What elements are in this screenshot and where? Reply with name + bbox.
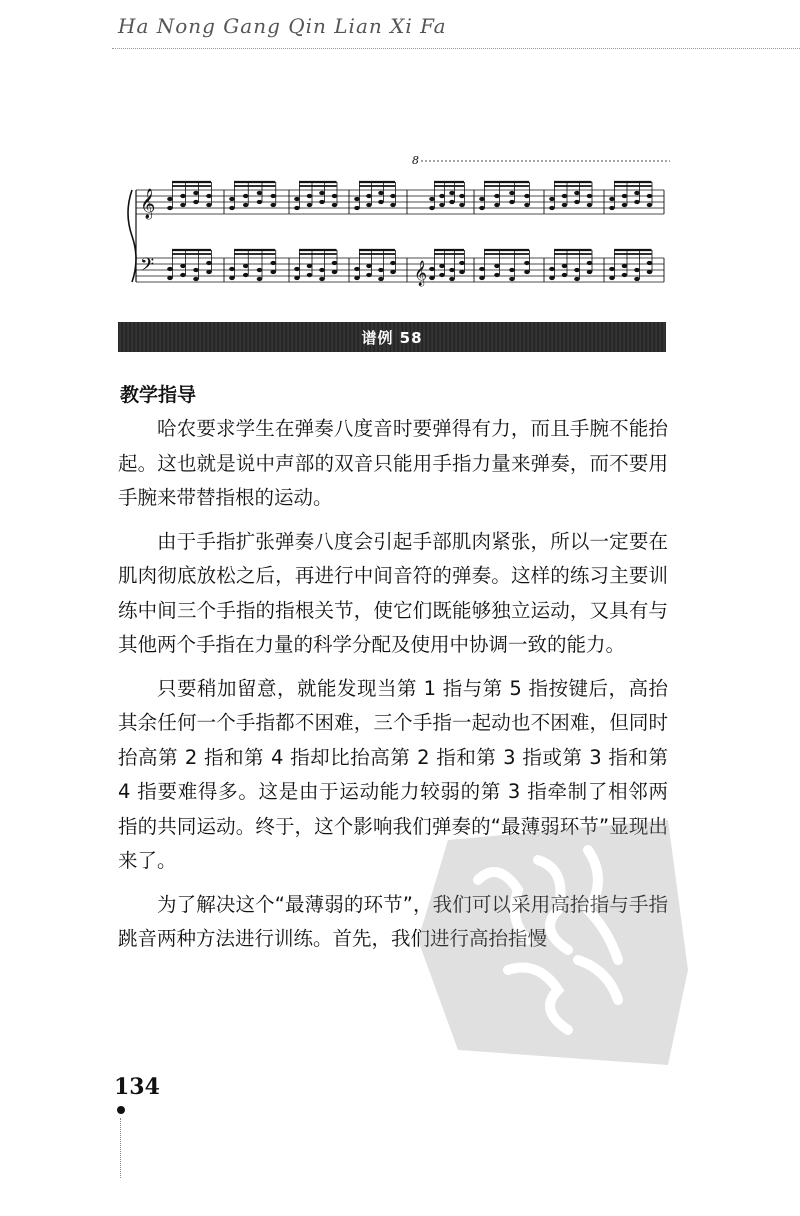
- note-head: [332, 261, 338, 265]
- note-head: [307, 273, 313, 277]
- note-head: [270, 203, 276, 207]
- note-head: [332, 194, 338, 198]
- note-head: [647, 194, 653, 198]
- note-head: [366, 203, 372, 207]
- note-head: [549, 206, 555, 210]
- note-head: [243, 264, 249, 268]
- note-head: [609, 276, 615, 280]
- note-head: [439, 273, 445, 277]
- note-head: [332, 270, 338, 274]
- note-head: [257, 277, 263, 281]
- note-head: [193, 191, 199, 195]
- note-head: [562, 273, 568, 277]
- note-head: [243, 194, 249, 198]
- note-head: [390, 270, 396, 274]
- note-head: [439, 264, 445, 268]
- paragraph: 只要稍加留意，就能发现当第 1 指与第 5 指按键后，高抬其余任何一个手指都不困难，三个手指一起动也不困难，但同时抬高第 2 指和第 4 指却比抬高第 2 指和第 3 指或第 3 指和第 4 指要难得多。这是由于运动能力较弱的第 3 指牵制了相邻两指的共同运动。终于，这个影响我们弹奏的“最薄弱环节”显现出来了。: [118, 676, 668, 872]
- note-head: [294, 276, 300, 280]
- note-head: [270, 261, 276, 265]
- note-head: [494, 264, 500, 268]
- note-head: [549, 267, 555, 271]
- note-head: [167, 276, 173, 280]
- example-caption-bar: [118, 322, 666, 352]
- note-head: [319, 268, 325, 272]
- note-head: [574, 191, 580, 195]
- note-head: [354, 197, 360, 201]
- note-head: [257, 268, 263, 272]
- note-head: [622, 203, 628, 207]
- note-head: [243, 273, 249, 277]
- note-head: [647, 261, 653, 265]
- note-head: [319, 200, 325, 204]
- note-head: [307, 194, 313, 198]
- ottava-mark: 8: [412, 154, 419, 167]
- note-head: [622, 194, 628, 198]
- note-head: [294, 206, 300, 210]
- note-head: [459, 194, 465, 198]
- note-head: [180, 194, 186, 198]
- library-stamp-watermark: [418, 820, 688, 1065]
- note-head: [524, 194, 530, 198]
- note-head: [390, 194, 396, 198]
- note-head: [229, 267, 235, 271]
- note-head: [354, 276, 360, 280]
- note-head: [459, 261, 465, 265]
- note-head: [429, 276, 435, 280]
- note-head: [574, 268, 580, 272]
- note-head: [439, 194, 445, 198]
- note-head: [439, 203, 445, 207]
- note-head: [509, 277, 515, 281]
- note-head: [193, 277, 199, 281]
- note-head: [167, 197, 173, 201]
- treble-clef-change: 𝄞: [414, 261, 428, 286]
- note-head: [634, 268, 640, 272]
- bass-clef: 𝄢: [140, 255, 155, 280]
- note-head: [378, 191, 384, 195]
- note-head: [429, 197, 435, 201]
- note-head: [294, 267, 300, 271]
- note-head: [294, 197, 300, 201]
- note-head: [193, 200, 199, 204]
- note-head: [229, 197, 235, 201]
- note-head: [180, 273, 186, 277]
- note-head: [479, 267, 485, 271]
- note-head: [509, 268, 515, 272]
- note-head: [549, 276, 555, 280]
- note-head: [634, 191, 640, 195]
- note-head: [206, 270, 212, 274]
- note-head: [257, 200, 263, 204]
- note-head: [609, 197, 615, 201]
- note-head: [390, 261, 396, 265]
- note-head: [257, 191, 263, 195]
- note-head: [562, 264, 568, 268]
- note-head: [354, 206, 360, 210]
- note-head: [449, 277, 455, 281]
- page-number: 134: [114, 1074, 160, 1100]
- note-head: [332, 203, 338, 207]
- note-head: [319, 191, 325, 195]
- note-head: [378, 268, 384, 272]
- note-head: [494, 273, 500, 277]
- note-head: [647, 203, 653, 207]
- note-head: [206, 203, 212, 207]
- note-head: [366, 273, 372, 277]
- note-head: [479, 197, 485, 201]
- note-head: [378, 200, 384, 204]
- note-head: [479, 276, 485, 280]
- note-head: [243, 203, 249, 207]
- example-caption: 谱例 58: [361, 328, 423, 347]
- note-head: [449, 191, 455, 195]
- note-head: [229, 276, 235, 280]
- note-head: [307, 264, 313, 268]
- note-head: [574, 277, 580, 281]
- note-head: [390, 203, 396, 207]
- note-head: [622, 264, 628, 268]
- note-head: [524, 270, 530, 274]
- note-head: [366, 194, 372, 198]
- header-rule: [112, 48, 800, 49]
- brace: [128, 190, 136, 282]
- note-head: [622, 273, 628, 277]
- note-head: [429, 206, 435, 210]
- paragraph: 由于手指扩张弹奏八度会引起手部肌肉紧张，所以一定要在肌肉彻底放松之后，再进行中间音符的弹奏。这样的练习主要训练中间三个手指的指根关节，使它们既能够独立运动，又具有与其他两个手指在力量的科学分配及使用中协调一致的能力。: [118, 529, 668, 656]
- note-head: [229, 206, 235, 210]
- note-head: [180, 264, 186, 268]
- note-head: [378, 277, 384, 281]
- paragraph: 为了解决这个“最薄弱的环节”，我们可以采用高抬指与手指跳音两种方法进行训练。首先，我们进行高抬指慢: [118, 892, 668, 950]
- note-head: [524, 261, 530, 265]
- note-head: [206, 261, 212, 265]
- music-score: [124, 150, 670, 315]
- note-head: [167, 206, 173, 210]
- note-head: [574, 200, 580, 204]
- note-head: [319, 277, 325, 281]
- note-head: [366, 264, 372, 268]
- note-head: [206, 194, 212, 198]
- note-head: [647, 270, 653, 274]
- note-head: [459, 203, 465, 207]
- note-head: [270, 194, 276, 198]
- note-head: [509, 191, 515, 195]
- note-head: [634, 277, 640, 281]
- note-head: [167, 267, 173, 271]
- note-head: [524, 203, 530, 207]
- section-heading: 教学指导: [120, 384, 197, 406]
- margin-dotted-line: [120, 1118, 121, 1178]
- treble-clef: 𝄞: [140, 189, 156, 219]
- note-head: [193, 268, 199, 272]
- note-head: [587, 270, 593, 274]
- note-head: [562, 194, 568, 198]
- note-head: [587, 261, 593, 265]
- page-number-dot: [117, 1106, 125, 1114]
- running-header-title: Ha Nong Gang Qin Lian Xi Fa: [118, 14, 447, 38]
- note-head: [609, 267, 615, 271]
- note-head: [270, 270, 276, 274]
- note-head: [354, 267, 360, 271]
- note-head: [307, 203, 313, 207]
- note-head: [449, 268, 455, 272]
- note-head: [634, 200, 640, 204]
- note-head: [562, 203, 568, 207]
- note-head: [587, 194, 593, 198]
- note-head: [609, 206, 615, 210]
- note-head: [494, 203, 500, 207]
- note-head: [180, 203, 186, 207]
- paragraph: 哈农要求学生在弹奏八度音时要弹得有力，而且手腕不能抬起。这也就是说中声部的双音只能用手指力量来弹奏，而不要用手腕来带替指根的运动。: [118, 417, 668, 509]
- note-head: [449, 200, 455, 204]
- note-head: [509, 200, 515, 204]
- note-head: [429, 267, 435, 271]
- note-head: [479, 206, 485, 210]
- note-head: [494, 194, 500, 198]
- note-head: [549, 197, 555, 201]
- note-head: [587, 203, 593, 207]
- note-head: [459, 270, 465, 274]
